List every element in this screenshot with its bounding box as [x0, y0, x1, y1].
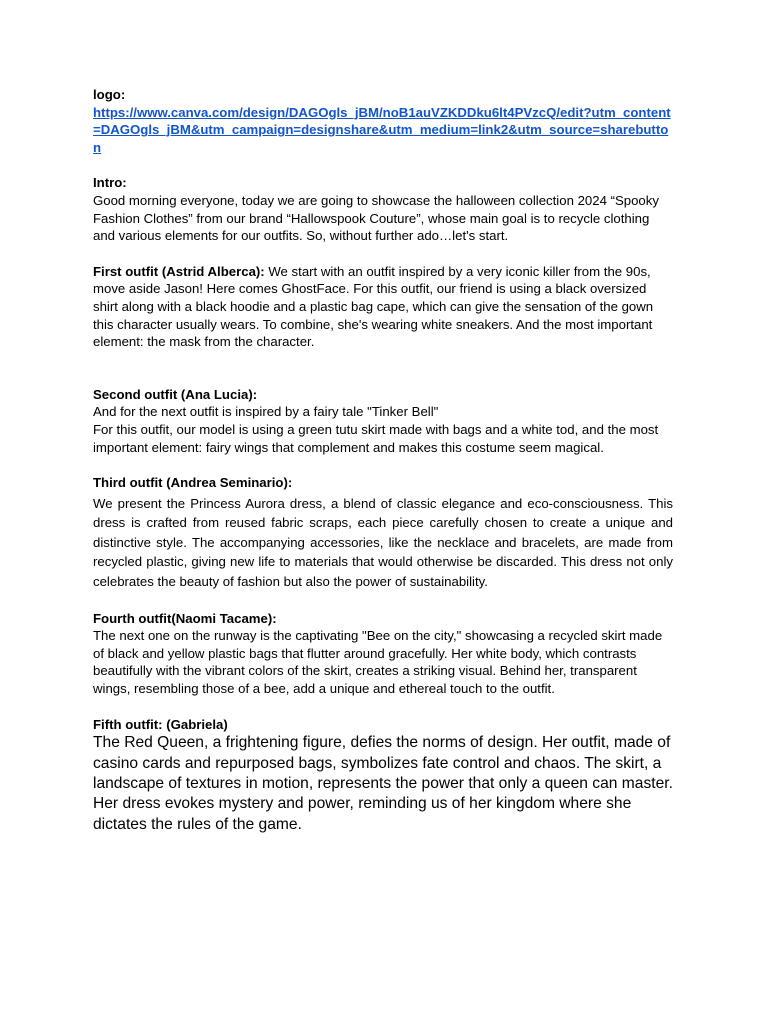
fifth-outfit-text: The Red Queen, a frightening figure, defies the norms of design. Her outfit, made of casino cards and repurposed bags, symbolizes fate control and chaos. The skirt, a landscape of textures in motion, represents the power that only a queen can master. Her dress evokes mystery and power, reminding us of her kingdom where she dictates the rules of the game.: [93, 734, 673, 833]
second-outfit-section: [93, 386, 673, 456]
intro-section: [93, 174, 673, 244]
logo-label: logo:: [93, 87, 126, 102]
first-outfit-section: [93, 263, 673, 351]
spacer: [93, 351, 673, 386]
spacer: [93, 456, 673, 474]
intro-text: Good morning everyone, today we are going to showcase the halloween collection 2024 “Spooky Fashion Clothes” from our brand “Hallowspook Couture”, whose main goal is to recycle clothing and various elements for our outfits. So, without further ado…let's start.: [93, 192, 659, 244]
fourth-outfit-label: Fourth outfit(Naomi Tacame):: [93, 610, 277, 626]
third-outfit-label: Third outfit (Andrea Seminario):: [93, 475, 293, 491]
first-outfit-text: We start with an outfit inspired by a very iconic killer from the 90s, move aside Jason! Here comes GhostFace. For this outfit, our friend is using a black oversized shirt along with a black hoodie and a plastic bag cape, which can give the sensation of the gown this character usually wears. To combine, she's wearing white sneakers. And the most important element: the mask from the character.: [93, 263, 654, 350]
spacer: [93, 245, 673, 263]
second-outfit-line2: For this outfit, our model is using a green tutu skirt made with bags and a white tod, and the most important element: fairy wings that complement and makes this costume seem magical.: [93, 421, 659, 455]
second-outfit-line1: And for the next outfit is inspired by a fairy tale "Tinker Bell": [93, 404, 439, 420]
spacer: [93, 698, 673, 716]
intro-label: Intro:: [93, 175, 127, 191]
logo-section: [93, 86, 673, 156]
spacer: [93, 156, 673, 174]
document-page: [93, 86, 673, 835]
third-outfit-text: We present the Princess Aurora dress, a blend of classic elegance and eco-consciousness. This dress is crafted from reused fabric scraps, each piece carefully chosen to create a unique and distinctive style. The accompanying accessories, like the necklace and bracelets, are made from recycled plastic, giving new life to materials that would otherwise be discarded. This dress not only celebrates the beauty of fashion but also the power of sustainability.: [93, 495, 673, 590]
logo-link[interactable]: https://www.canva.com/design/DAGOgls_jBM/noB1auVZKDDku6lt4PVzcQ/edit?utm_content=DAGOgls_jBM&utm_campaign=designshare&utm_medium=link2&utm_source=sharebutton: [93, 104, 671, 155]
fourth-outfit-text: The next one on the runway is the captivating "Bee on the city," showcasing a recycled skirt made of black and yellow plastic bags that flutter around gracefully. Her white body, which contrasts beautifully with the vibrant colors of the skirt, creates a striking visual. Behind her, transparent wings, resembling those of a bee, add a unique and ethereal touch to the outfit.: [93, 628, 663, 697]
fourth-outfit-section: [93, 610, 673, 698]
third-outfit-section: [93, 474, 673, 592]
fifth-outfit-label: Fifth outfit: (Gabriela): [93, 716, 228, 732]
spacer: [93, 592, 673, 610]
first-outfit-label: First outfit (Astrid Alberca):: [93, 263, 265, 279]
second-outfit-label: Second outfit (Ana Lucia):: [93, 386, 258, 402]
fifth-outfit-section: [93, 716, 673, 836]
